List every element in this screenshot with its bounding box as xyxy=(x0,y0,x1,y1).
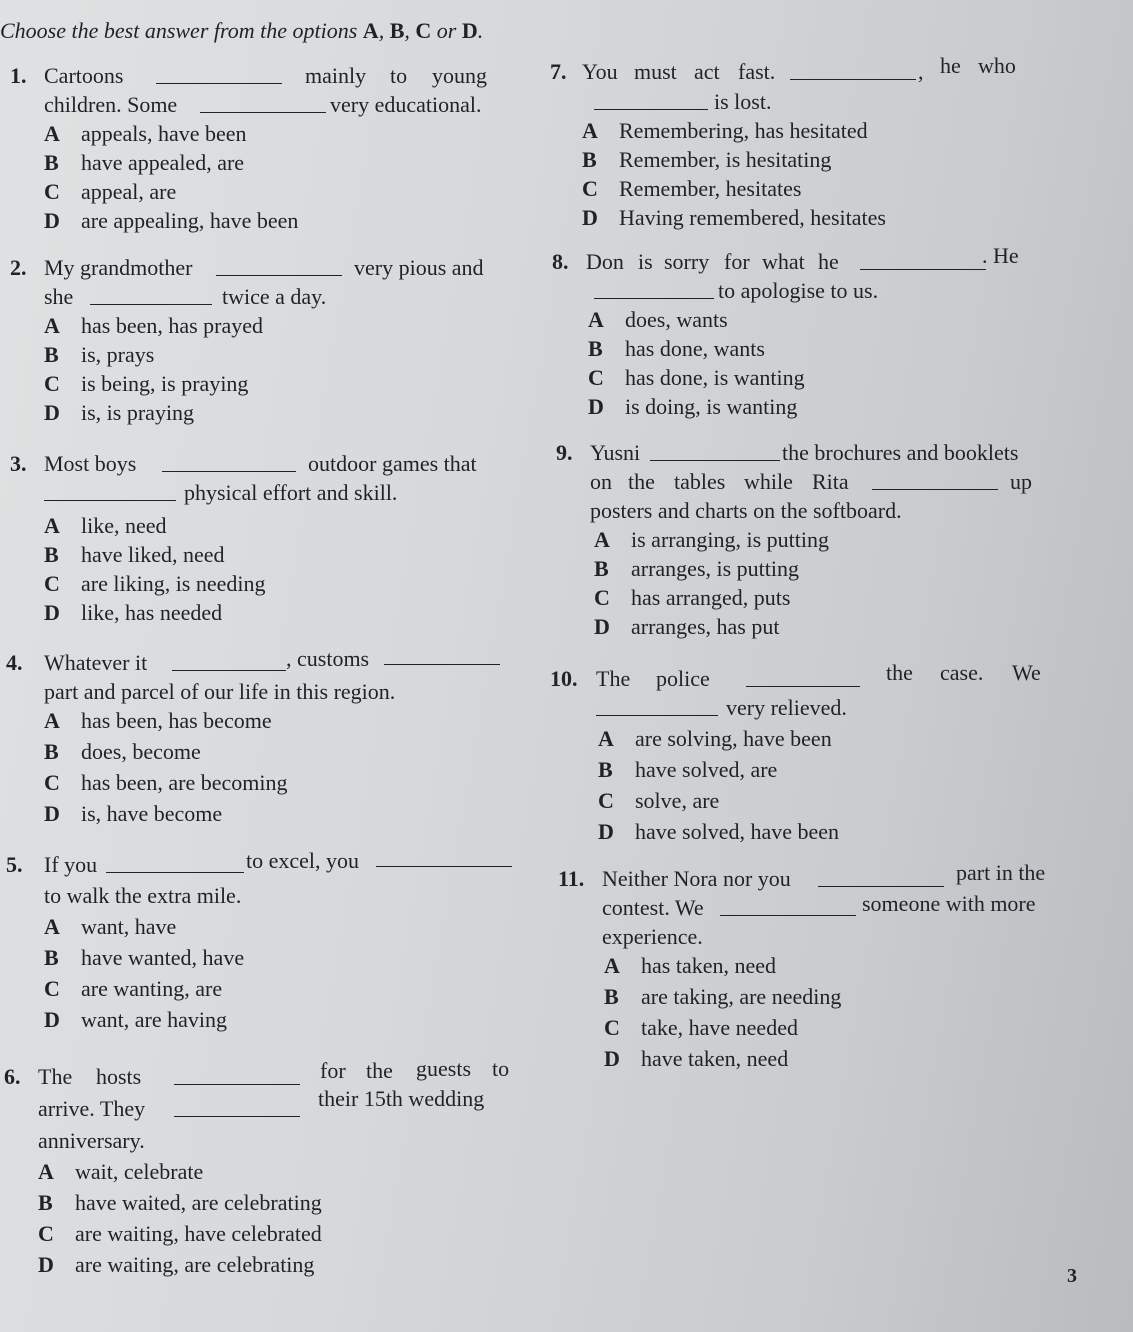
answer-blank[interactable] xyxy=(162,451,296,472)
option[interactable]: D Having remembered, hesitates xyxy=(582,205,886,230)
option[interactable]: C has arranged, puts xyxy=(594,585,791,610)
answer-blank[interactable] xyxy=(872,469,998,490)
instruction-text: Choose the best answer from the options A, B, C or D. xyxy=(0,18,484,43)
answer-blank[interactable] xyxy=(44,480,176,501)
question-10: 10. The police the case. We very relieved. A are solving, have been B have solved, are C solve, are D have solved, have been xyxy=(550,664,1050,846)
answer-blank[interactable] xyxy=(216,255,342,276)
question-number: 2. xyxy=(10,255,27,280)
answer-blank[interactable] xyxy=(90,284,212,305)
question-number: 9. xyxy=(556,440,573,465)
option[interactable]: C Remember, hesitates xyxy=(582,176,802,201)
page-number: 3 xyxy=(1067,1265,1077,1287)
option[interactable]: D want, are having xyxy=(44,1007,227,1032)
answer-blank[interactable] xyxy=(156,63,282,84)
answer-blank[interactable] xyxy=(860,249,986,270)
option[interactable]: A does, wants xyxy=(588,307,728,332)
question-5: 5. If you to excel, you to walk the extra mile. A want, have B have wanted, have C are wanting, are D want, are having xyxy=(6,850,506,1034)
option[interactable]: D is, is praying xyxy=(44,400,195,425)
answer-blank[interactable] xyxy=(384,644,500,665)
option[interactable]: D arranges, has put xyxy=(594,614,780,639)
question-4: 4. Whatever it , customs part and parcel of our life in this region. A has been, has become B does, become C has been, are becoming D is, have become xyxy=(6,648,506,828)
option[interactable]: A Remembering, has hesitated xyxy=(582,118,868,143)
question-7: 7. You must act fast. , he who is lost. A Remembering, has hesitated B Remember, is hesitating C Remember, hesitates D Having remembered, hesitates xyxy=(550,57,1040,232)
option[interactable]: D is, have become xyxy=(44,801,223,826)
option[interactable]: A are solving, have been xyxy=(598,726,832,751)
question-number: 6. xyxy=(4,1064,21,1089)
question-number: 10. xyxy=(550,666,578,691)
option[interactable]: C has done, is wanting xyxy=(588,365,805,390)
option[interactable]: C has been, are becoming xyxy=(44,770,288,795)
answer-blank[interactable] xyxy=(650,440,780,461)
answer-blank[interactable] xyxy=(720,895,856,916)
option[interactable]: B is, prays xyxy=(44,342,155,367)
answer-blank[interactable] xyxy=(376,846,512,867)
question-1: 1. Cartoons mainly to young children. Some very educational. A appeals, have been B have appealed, are C appeal, are D are appealing, have been xyxy=(10,61,500,235)
question-number: 4. xyxy=(6,650,23,675)
question-3: 3. Most boys outdoor games that physical effort and skill. A like, need B have liked, need C are liking, is needing D like, has needed xyxy=(10,449,500,627)
question-8: 8. Don is sorry for what he . He to apologise to us. A does, wants B has done, wants C has done, is wanting D is doing, is wanting xyxy=(552,247,1042,421)
option[interactable]: B Remember, is hesitating xyxy=(582,147,832,172)
answer-blank[interactable] xyxy=(174,1096,300,1117)
option[interactable]: B are taking, are needing xyxy=(604,984,842,1009)
option[interactable]: A has been, has prayed xyxy=(44,313,264,338)
option[interactable]: A appeals, have been xyxy=(44,121,247,146)
option[interactable]: D is doing, is wanting xyxy=(588,394,798,419)
option[interactable]: D have solved, have been xyxy=(598,819,840,844)
option[interactable]: C appeal, are xyxy=(44,179,177,204)
answer-blank[interactable] xyxy=(200,92,326,113)
option[interactable]: A has been, has become xyxy=(44,708,272,733)
answer-blank[interactable] xyxy=(594,278,714,299)
question-number: 5. xyxy=(6,852,23,877)
option[interactable]: B have solved, are xyxy=(598,757,778,782)
question-number: 1. xyxy=(10,63,27,88)
question-2: 2. My grandmother very pious and she twice a day. A has been, has prayed B is, prays C is being, is praying D is, is praying xyxy=(10,253,500,427)
option[interactable]: D have taken, need xyxy=(604,1046,789,1071)
answer-blank[interactable] xyxy=(746,666,860,687)
answer-blank[interactable] xyxy=(174,1064,300,1085)
option[interactable]: C solve, are xyxy=(598,788,720,813)
question-9: 9. Yusni the brochures and booklets on the tables while Rita up posters and charts on the softboard. A is arranging, is putting B arranges, is putting C has arranged, puts D arranges, has put xyxy=(556,438,1036,641)
option[interactable]: A want, have xyxy=(44,914,177,939)
option[interactable]: A like, need xyxy=(44,513,167,538)
option[interactable]: A is arranging, is putting xyxy=(594,527,829,552)
option[interactable]: B have liked, need xyxy=(44,542,225,567)
option[interactable]: B have wanted, have xyxy=(44,945,245,970)
question-6: 6. The hosts for the guests to arrive. They their 15th wedding anniversary. A wait, celebrate B have waited, are celebrating C are waiting, have celebrated D are waiting, are celebrating xyxy=(4,1062,514,1279)
option[interactable]: A has taken, need xyxy=(604,953,776,978)
answer-blank[interactable] xyxy=(818,866,944,887)
question-number: 8. xyxy=(552,249,569,274)
option[interactable]: B does, become xyxy=(44,739,201,764)
option[interactable]: C are wanting, are xyxy=(44,976,223,1001)
option[interactable]: D like, has needed xyxy=(44,600,223,625)
answer-blank[interactable] xyxy=(106,852,244,873)
option[interactable]: B have appealed, are xyxy=(44,150,245,175)
option[interactable]: C are liking, is needing xyxy=(44,571,266,596)
option[interactable]: C take, have needed xyxy=(604,1015,798,1040)
option[interactable]: B has done, wants xyxy=(588,336,765,361)
answer-blank[interactable] xyxy=(596,695,718,716)
option[interactable]: B have waited, are celebrating xyxy=(38,1190,322,1215)
option[interactable]: C is being, is praying xyxy=(44,371,249,396)
question-number: 11. xyxy=(558,866,585,891)
answer-blank[interactable] xyxy=(594,89,708,110)
option[interactable]: A wait, celebrate xyxy=(38,1159,204,1184)
question-number: 7. xyxy=(550,59,567,84)
option[interactable]: D are appealing, have been xyxy=(44,208,299,233)
option[interactable]: C are waiting, have celebrated xyxy=(38,1221,322,1246)
question-11: 11. Neither Nora nor you part in the contest. We someone with more experience. A has taken, need B are taking, are needing C take, have needed D have taken, need xyxy=(558,864,1058,1073)
answer-blank[interactable] xyxy=(172,650,286,671)
answer-blank[interactable] xyxy=(790,59,916,80)
option[interactable]: B arranges, is putting xyxy=(594,556,800,581)
question-number: 3. xyxy=(10,451,27,476)
option[interactable]: D are waiting, are celebrating xyxy=(38,1252,315,1277)
